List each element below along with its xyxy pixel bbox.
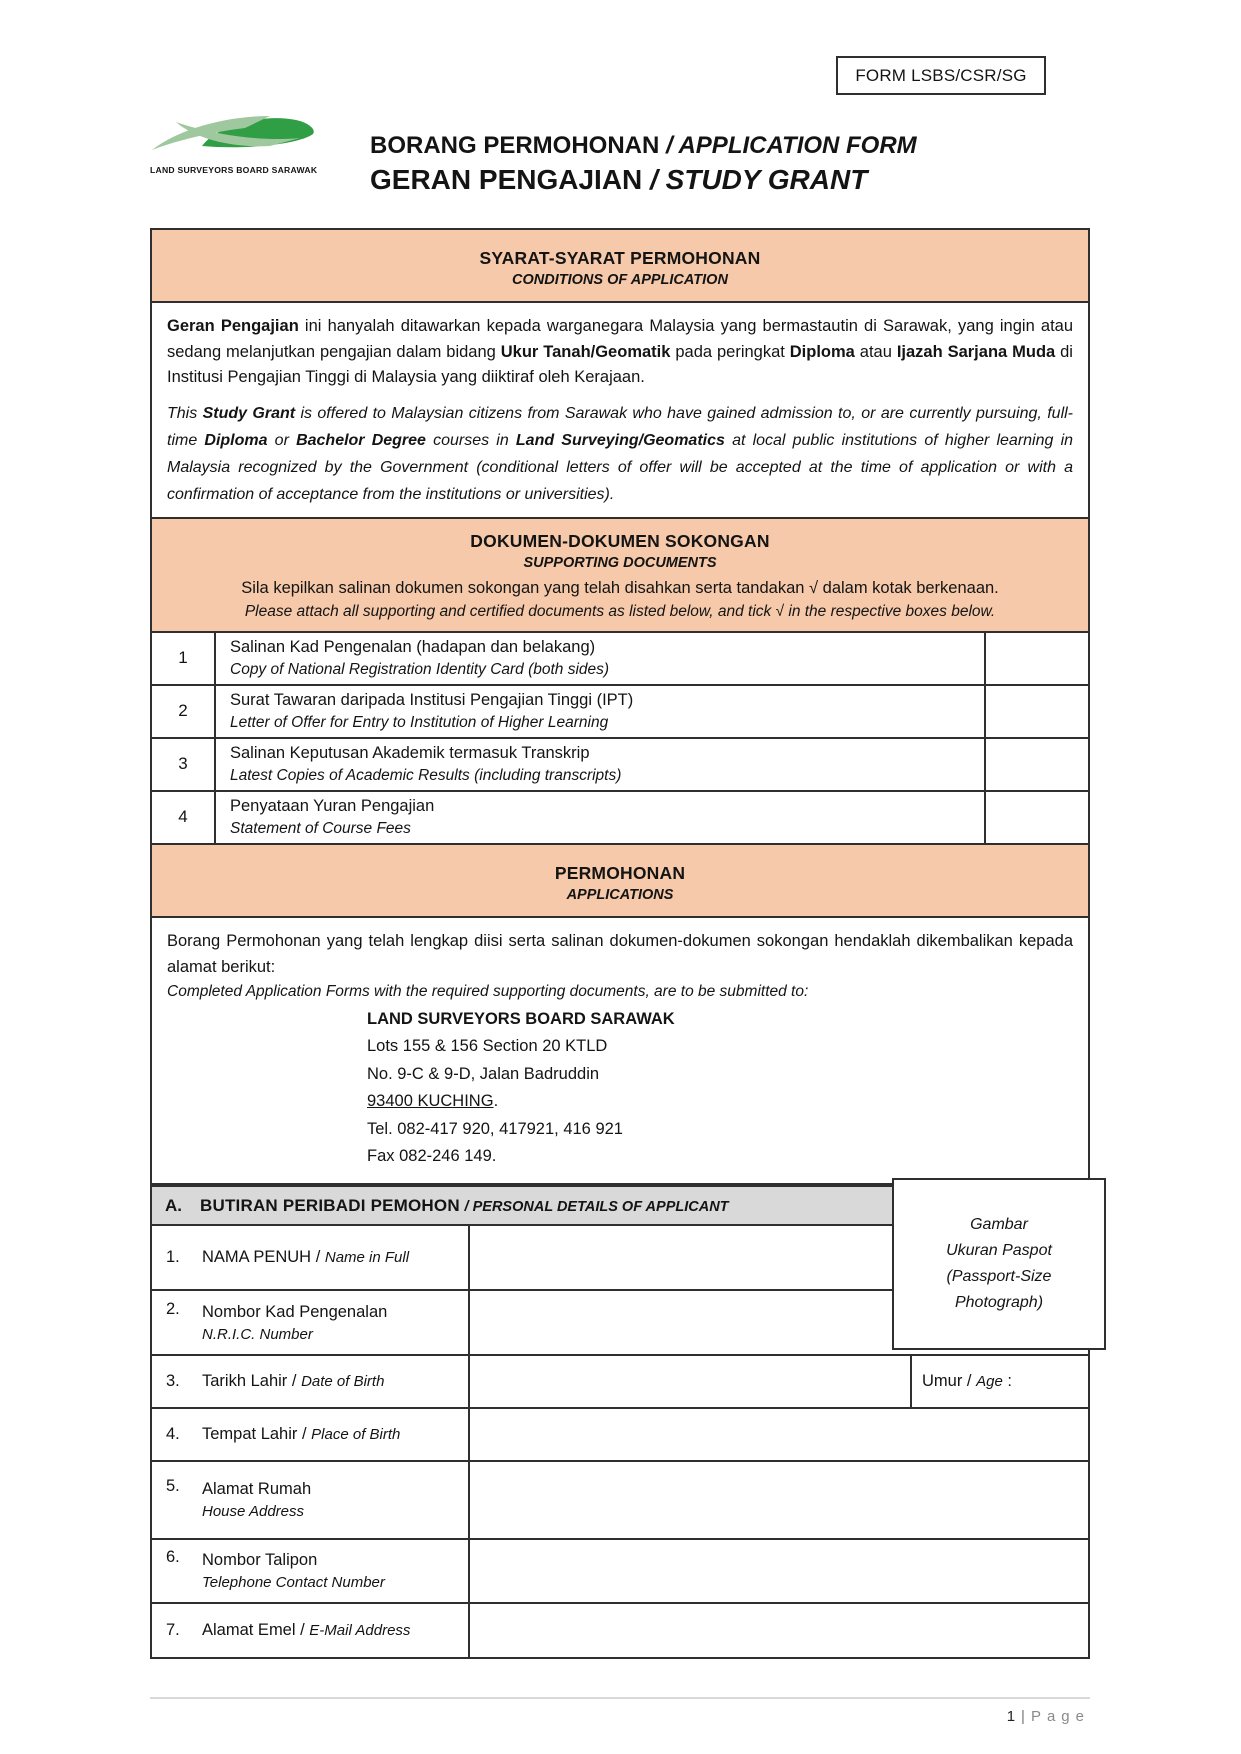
document-description xyxy=(216,739,986,790)
field-label xyxy=(152,1409,470,1460)
field-label xyxy=(152,1604,470,1657)
org-logo xyxy=(150,112,318,175)
footer-separator: | xyxy=(1021,1708,1025,1725)
field-text xyxy=(202,1548,385,1594)
title-line2 xyxy=(370,162,917,199)
logo-caption: LAND SURVEYORS BOARD SARAWAK xyxy=(150,165,318,175)
documents-title-en: SUPPORTING DOCUMENTS xyxy=(523,554,717,571)
field-label xyxy=(152,1356,470,1407)
field-label-my: Alamat Rumah xyxy=(202,1480,312,1498)
submission-address xyxy=(367,1006,1073,1171)
field-text xyxy=(202,1621,410,1640)
document-description xyxy=(216,792,986,843)
field-label-my: Tempat Lahir xyxy=(202,1425,298,1443)
document-row xyxy=(152,739,1088,792)
field-number: 2. xyxy=(166,1299,180,1318)
field-text xyxy=(202,1372,384,1391)
document-description xyxy=(216,633,986,684)
logo-graphic-icon xyxy=(150,112,318,158)
field-number: 7. xyxy=(166,1621,180,1639)
document-name-en: Copy of National Registration Identity Card (both sides) xyxy=(230,660,610,678)
tick-box[interactable] xyxy=(986,686,1088,737)
field-label-sep: / xyxy=(295,1621,310,1639)
field-label-en: E-Mail Address xyxy=(309,1622,411,1639)
address-line3 xyxy=(367,1088,1073,1116)
field-row-telephone xyxy=(152,1540,1088,1604)
field-label-my: Tarikh Lahir xyxy=(202,1372,288,1390)
field-label-my: Alamat Emel xyxy=(202,1621,296,1639)
title-line2-en: STUDY GRANT xyxy=(665,163,868,195)
field-row-house-address xyxy=(152,1462,1088,1540)
text-segment: This xyxy=(167,404,203,422)
age-label-sep: / xyxy=(962,1372,977,1390)
field-number: 4. xyxy=(166,1425,180,1443)
age-label-suffix: : xyxy=(1002,1372,1012,1390)
field-text xyxy=(202,1477,311,1523)
document-number: 4 xyxy=(152,792,216,843)
place-of-birth-input-area[interactable] xyxy=(470,1409,1088,1460)
house-address-input-area[interactable] xyxy=(470,1462,1088,1538)
text-segment: Ijazah Sarjana Muda xyxy=(896,342,1056,361)
documents-header-band xyxy=(152,519,1088,633)
telephone-input-area[interactable] xyxy=(470,1540,1088,1602)
text-segment: is offered to Malaysian citizens from Sarawak who have gained admission to, or are currently pursuing, full-time xyxy=(167,404,1074,449)
field-label-en: Name in Full xyxy=(324,1249,410,1266)
field-label-en: Telephone Contact Number xyxy=(202,1574,385,1591)
field-text xyxy=(202,1300,387,1346)
document-row xyxy=(152,686,1088,739)
field-label-sep: / xyxy=(297,1425,312,1443)
title-line2-my: GERAN PENGAJIAN xyxy=(370,163,643,195)
text-segment: Geran Pengajian xyxy=(167,317,299,335)
section-a-label: A. xyxy=(165,1196,182,1215)
document-name-en: Letter of Offer for Entry to Institution of Higher Learning xyxy=(230,713,609,731)
title-line1-my: BORANG PERMOHONAN xyxy=(370,132,660,159)
document-number: 2 xyxy=(152,686,216,737)
text-segment: Ukur Tanah/Geomatik xyxy=(500,342,671,361)
footer-page-label: Page xyxy=(1030,1708,1090,1725)
field-label-en: N.R.I.C. Number xyxy=(202,1325,313,1343)
field-text xyxy=(202,1248,409,1267)
field-label-my: Nombor Talipon xyxy=(202,1551,318,1569)
document-name-my: Salinan Kad Pengenalan (hadapan dan belakang) xyxy=(230,637,596,656)
document-name-my: Salinan Keputusan Akademik termasuk Transkrip xyxy=(230,743,590,762)
photo-box-line2: Ukuran Paspot xyxy=(946,1242,1052,1259)
address-fax: Fax 082-246 149. xyxy=(367,1147,497,1165)
document-name-en: Latest Copies of Academic Results (including transcripts) xyxy=(230,766,622,784)
field-label xyxy=(152,1540,470,1602)
document-number: 3 xyxy=(152,739,216,790)
conditions-title-my: SYARAT-SYARAT PERMOHONAN xyxy=(479,248,761,268)
title-line1-sep: / xyxy=(659,132,679,159)
tick-box[interactable] xyxy=(986,792,1088,843)
conditions-title-en: CONDITIONS OF APPLICATION xyxy=(512,272,728,288)
text-segment: or xyxy=(267,431,297,449)
photo-box-line3: (Passport-Size xyxy=(946,1268,1052,1285)
applications-paragraph-en: Completed Application Forms with the required supporting documents, are to be submitted to: xyxy=(167,982,809,1000)
date-of-birth-input-area[interactable] xyxy=(470,1356,910,1407)
text-segment: di Institusi Pengajian Tinggi di Malaysia yang diiktiraf oleh Kerajaan. xyxy=(167,342,1073,386)
conditions-body xyxy=(152,303,1088,519)
conditions-paragraph-en xyxy=(167,400,1073,508)
age-input-area[interactable] xyxy=(910,1356,1088,1407)
email-input-area[interactable] xyxy=(470,1604,1088,1657)
field-row-date-of-birth xyxy=(152,1356,1088,1409)
tick-box[interactable] xyxy=(986,633,1088,684)
field-number: 6. xyxy=(166,1548,180,1566)
field-label-en: House Address xyxy=(202,1503,304,1520)
address-line2: No. 9-C & 9-D, Jalan Badruddin xyxy=(367,1064,600,1083)
footer-page-number: 1 xyxy=(1006,1708,1016,1725)
page-title xyxy=(370,130,917,199)
field-label xyxy=(152,1462,470,1538)
form-code-box xyxy=(836,56,1046,95)
applications-title-en: APPLICATIONS xyxy=(566,886,674,903)
page-number-footer xyxy=(1007,1708,1090,1725)
photo-box-line4: Photograph) xyxy=(954,1294,1044,1311)
applications-body xyxy=(152,918,1088,1183)
text-segment: Study Grant xyxy=(202,404,296,422)
address-city: 93400 KUCHING xyxy=(367,1092,494,1110)
documents-note-en: Please attach all supporting and certified documents as listed below, and tick √ in the respective boxes below. xyxy=(244,602,996,620)
title-line2-sep: / xyxy=(642,163,666,195)
text-segment: Diploma xyxy=(789,342,855,361)
address-tel: Tel. 082-417 920, 417921, 416 921 xyxy=(367,1119,623,1138)
applications-paragraph-my: Borang Permohonan yang telah lengkap diisi serta salinan dokumen-dokumen sokongan hendaklah dikembalikan kepada alamat berikut: xyxy=(167,931,1073,976)
field-label xyxy=(152,1291,470,1354)
document-name-my: Surat Tawaran daripada Institusi Pengajian Tinggi (IPT) xyxy=(230,690,634,709)
section-a-title-my: BUTIRAN PERIBADI PEMOHON xyxy=(200,1196,460,1215)
document-row xyxy=(152,633,1088,686)
title-line1 xyxy=(370,130,917,162)
text-segment: Diploma xyxy=(204,431,268,449)
document-name-my: Penyataan Yuran Pengajian xyxy=(230,796,435,815)
main-form-table xyxy=(150,228,1090,1185)
section-a-separator: / xyxy=(464,1199,473,1215)
field-number: 3. xyxy=(166,1372,180,1390)
section-a-title-en: PERSONAL DETAILS OF APPLICANT xyxy=(472,1199,729,1215)
field-label-en: Place of Birth xyxy=(311,1426,401,1443)
tick-box[interactable] xyxy=(986,739,1088,790)
document-row xyxy=(152,792,1088,845)
documents-note-my: Sila kepilkan salinan dokumen sokongan yang telah disahkan serta tandakan √ dalam kotak berkenaan. xyxy=(241,578,999,597)
field-number: 5. xyxy=(166,1477,180,1495)
field-label-en: Date of Birth xyxy=(301,1373,385,1390)
field-label-my: NAMA PENUH xyxy=(202,1248,312,1266)
form-code: FORM LSBS/CSR/SG xyxy=(855,65,1027,85)
text-segment: Land Surveying/Geomatics xyxy=(515,431,725,449)
text-segment: pada peringkat xyxy=(670,342,790,361)
conditions-header-band xyxy=(152,230,1088,303)
field-row-place-of-birth xyxy=(152,1409,1088,1462)
field-label-my: Nombor Kad Pengenalan xyxy=(202,1302,388,1321)
text-segment: at local public institutions of higher learning in Malaysia recognized by the Government (conditional letters of offer will be accepted at the time of application or with a confirmation of acceptance from the institutions or universities). xyxy=(167,431,1074,503)
address-line1: Lots 155 & 156 Section 20 KTLD xyxy=(367,1037,608,1055)
title-line1-en: APPLICATION FORM xyxy=(678,132,917,159)
field-number: 1. xyxy=(166,1248,180,1266)
text-segment: courses in xyxy=(425,431,516,449)
address-org-name: LAND SURVEYORS BOARD SARAWAK xyxy=(367,1009,675,1028)
conditions-paragraph-my xyxy=(167,314,1073,391)
document-description xyxy=(216,686,986,737)
text-segment: atau xyxy=(854,342,897,361)
footer-divider xyxy=(150,1697,1090,1699)
applications-header-band xyxy=(152,845,1088,918)
passport-photo-box xyxy=(892,1178,1106,1350)
applications-title-my: PERMOHONAN xyxy=(554,862,686,883)
address-city-suffix: . xyxy=(493,1092,499,1110)
age-label-en: Age xyxy=(976,1373,1003,1390)
field-label-sep: / xyxy=(287,1372,302,1390)
field-text xyxy=(202,1425,400,1444)
age-label xyxy=(922,1372,1012,1391)
field-label xyxy=(152,1226,470,1289)
documents-title-my: DOKUMEN-DOKUMEN SOKONGAN xyxy=(470,530,770,551)
text-segment: Bachelor Degree xyxy=(296,431,426,449)
photo-box-line1: Gambar xyxy=(970,1216,1028,1233)
document-name-en: Statement of Course Fees xyxy=(230,819,411,837)
age-label-my: Umur xyxy=(922,1372,963,1390)
field-row-email xyxy=(152,1604,1088,1657)
field-label-sep: / xyxy=(311,1248,325,1266)
text-segment: ini hanyalah ditawarkan kepada warganegara Malaysia yang bermastautin di Sarawak, yang ingin atau sedang melanjutkan pengajian dalam bidang xyxy=(167,317,1074,361)
document-number: 1 xyxy=(152,633,216,684)
